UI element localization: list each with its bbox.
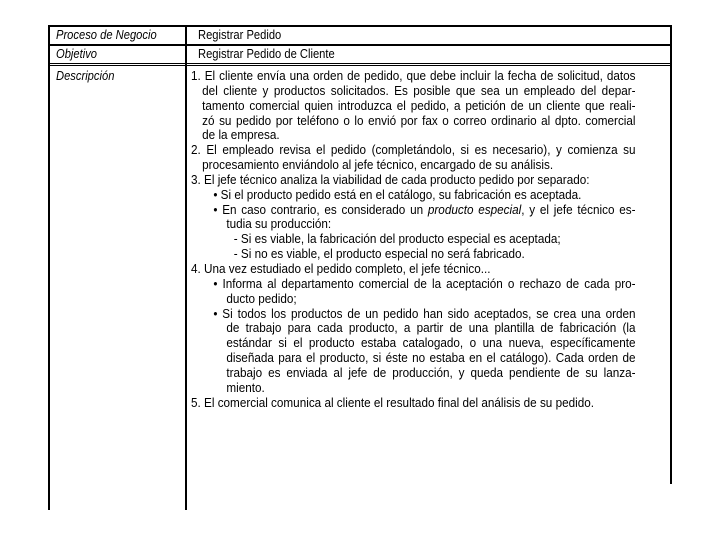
label-proceso-de-negocio: Proceso de Negocio <box>56 27 157 42</box>
text-line: ducto pedido; <box>226 291 297 306</box>
text-line: trabajo es enviada al jefe de producción, y queda pendiente de su lanza- <box>226 365 636 380</box>
bullet-item: • Si el producto pedido está en el catálogo, su fabricación es aceptada. <box>213 187 582 202</box>
value-objetivo: Registrar Pedido de Cliente <box>198 46 335 61</box>
description-text <box>191 69 636 410</box>
dash-item: - Si es viable, la fabricación del producto especial es aceptada; <box>233 232 561 247</box>
step-5 <box>191 396 636 411</box>
label-descripcion: Descripción <box>56 68 115 83</box>
text-line: 3. El jefe técnico analiza la viabilidad de cada producto pedido por separado: <box>191 172 590 187</box>
bullet-item: • Si todos los productos de un pedido han sido aceptados, se crea una orden <box>213 306 636 321</box>
value-proceso-de-negocio: Registrar Pedido <box>198 27 282 42</box>
text-line: 1. El cliente envía una orden de pedido, que debe incluir la fecha de solicitud, datos <box>191 69 636 83</box>
step-1 <box>191 69 636 143</box>
text-span: , y el jefe técnico es- <box>521 202 636 217</box>
dash-item: - Si no es viable, el producto especial no será fabricado. <box>233 247 525 262</box>
step-4 <box>191 262 636 396</box>
bullet-item: • Informa al departamento comercial de la aceptación o rechazo de cada pro- <box>213 276 636 291</box>
text-line: 4. Una vez estudiado el pedido completo, el jefe técnico... <box>191 261 491 276</box>
text-line: estándar si el producto estaba catalogado, o una nueva, específicamente <box>226 336 636 351</box>
row-divider <box>48 65 672 66</box>
text-line: diseñada para el producto, si éste no estaba en el catálogo). Cada orden de <box>226 351 636 366</box>
column-divider <box>185 25 187 510</box>
text-line: tamento comercial quien introduzca el pedido, a petición de un cliente que reali- <box>202 98 636 113</box>
table-border-left <box>48 25 50 510</box>
bullet-item <box>191 203 636 218</box>
text-line: zó su pedido por teléfono o lo envió por fax o correo ordinario al dpto. comercial <box>202 113 636 128</box>
text-line: 5. El comercial comunica al cliente el resultado final del análisis de su pedido. <box>191 395 594 410</box>
text-span: • En caso contrario, es considerado un <box>213 202 428 217</box>
text-line: de la empresa. <box>202 128 280 143</box>
emphasis-text: producto especial <box>427 202 522 217</box>
text-line: miento. <box>226 380 265 395</box>
text-line: procesamiento enviándolo al jefe técnico, encargado de su análisis. <box>202 158 554 173</box>
step-2 <box>191 143 636 173</box>
text-line: tudia su producción: <box>226 217 332 232</box>
table-border-right <box>670 25 672 484</box>
row-divider <box>48 63 672 64</box>
text-line: de trabajo para cada producto, a partir de una plantilla de fabricación (la <box>226 321 636 336</box>
text-line: del cliente y productos solicitados. Es posible que sea un empleado del depar- <box>202 83 636 98</box>
label-objetivo: Objetivo <box>56 46 98 61</box>
step-3 <box>191 173 636 262</box>
row-divider <box>48 44 672 46</box>
business-process-table <box>48 25 672 510</box>
text-line: 2. El empleado revisa el pedido (completándolo, si es necesario), y comienza su <box>191 143 636 158</box>
